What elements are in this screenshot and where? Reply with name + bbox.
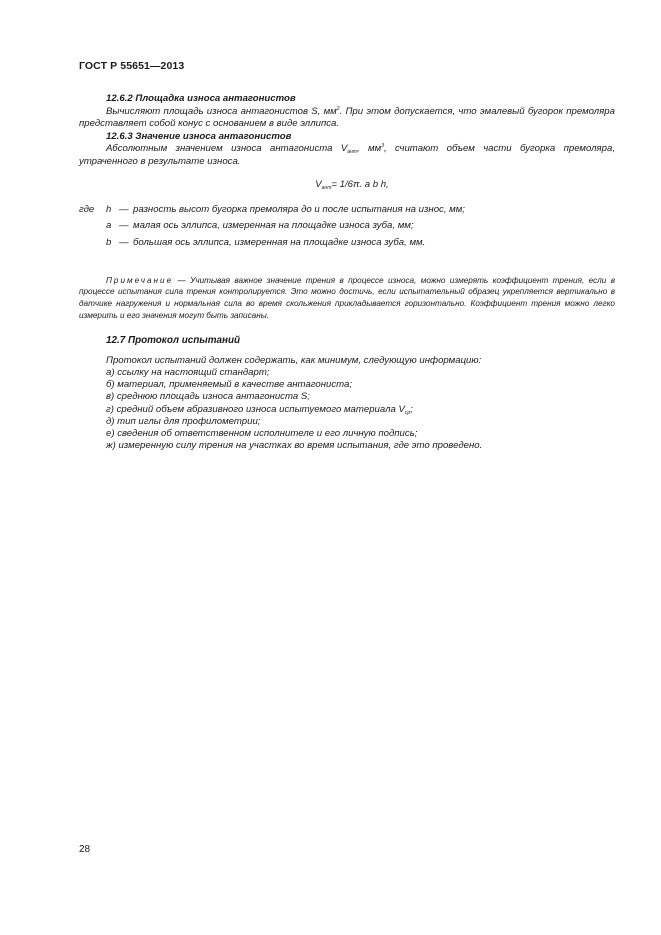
list-item [106,404,615,416]
document-body [79,93,615,452]
list-item: е) сведения об ответственном исполнителе и его личную подпись; [106,427,418,439]
volume-formula [79,179,615,192]
definition-lead-empty [79,218,106,234]
definition-lead-empty [79,235,106,251]
note-paragraph [79,275,615,321]
subscript: ср [404,409,411,416]
report-requirements-list [79,355,615,453]
formula-expression: = 1/6π. a b h, [331,178,389,190]
definition-row [79,202,615,218]
formula-definitions [79,202,615,251]
definition-dash: — [119,204,129,216]
definition-text: разность высот бугорка премоляра до и после испытания на износ, мм; [133,204,465,216]
list-item: д) тип иглы для профилометрии; [106,415,261,427]
definition-symbol: h [106,204,112,216]
section-12-6-2-paragraph [79,106,615,131]
text-run: , мм [356,143,382,155]
subscript: ант [347,149,357,156]
text-run: Вычисляют площадь износа антагонистов S, мм [106,105,337,117]
definition-row [79,218,615,234]
section-12-7-title: 12.7 Протокол испытаний [106,335,241,347]
list-intro: Протокол испытаний должен содержать, как минимум, следующую информацию: [106,354,482,366]
list-item: ж) измеренную силу трения на участках во время испытания, где это проведено. [106,440,483,452]
note-label: Примечание [106,275,174,285]
section-12-6-2-title: 12.6.2 Площадка износа антагонистов [106,93,296,104]
page-number: 28 [79,844,91,855]
text-run: . При этом допускается, что эмалевый бугорок премоляра представляет собой конус с основанием в виде эллипса. [79,105,615,130]
list-item: а) ссылку на настоящий стандарт; [106,366,270,378]
document-header: ГОСТ Р 55651—2013 [79,60,185,72]
definition-text: малая ось эллипса, измеренная на площадке износа зуба, мм; [133,220,414,232]
list-item: в) среднюю площадь износа антагониста S; [106,391,310,403]
section-12-6-3-paragraph [79,143,615,168]
superscript: 2 [336,105,340,112]
definition-dash: — [119,220,129,232]
section-12-6-3-title: 12.6.3 Значение износа антагонистов [106,130,292,142]
formula-subscript: ант [321,184,332,191]
definition-symbol: a [106,220,112,232]
definition-lead: где [79,204,95,216]
text-run: ; [410,403,413,415]
text-run: г) средний объем абразивного износа испытуемого материала V [106,403,405,415]
definition-text: большая ось эллипса, измеренная на площадке износа зуба, мм. [133,236,426,248]
definition-row [79,235,615,251]
list-item: б) материал, применяемый в качестве антагониста; [106,379,353,391]
formula-symbol: V [315,178,322,190]
note-text: — Учитывая важное значение трения в процессе износа, можно измерять коэффициент трения, если в процессе испытания сила трения контролируется. Это можно достичь, если испытательный образец укрепляется вертикально в датчике нагружения и нормальная сила во время скольжения прикладывается горизонтально. Коэффициент трения можно легко измерить и его значения могут быть записаны. [79,275,615,320]
superscript: 3 [381,143,384,150]
definition-symbol: b [106,236,112,248]
text-run: , считают объем части бугорка премоляра, утраченного в результате износа. [79,143,615,167]
definition-dash: — [119,236,129,248]
text-run: Абсолютным значением износа антагониста V [106,143,348,155]
